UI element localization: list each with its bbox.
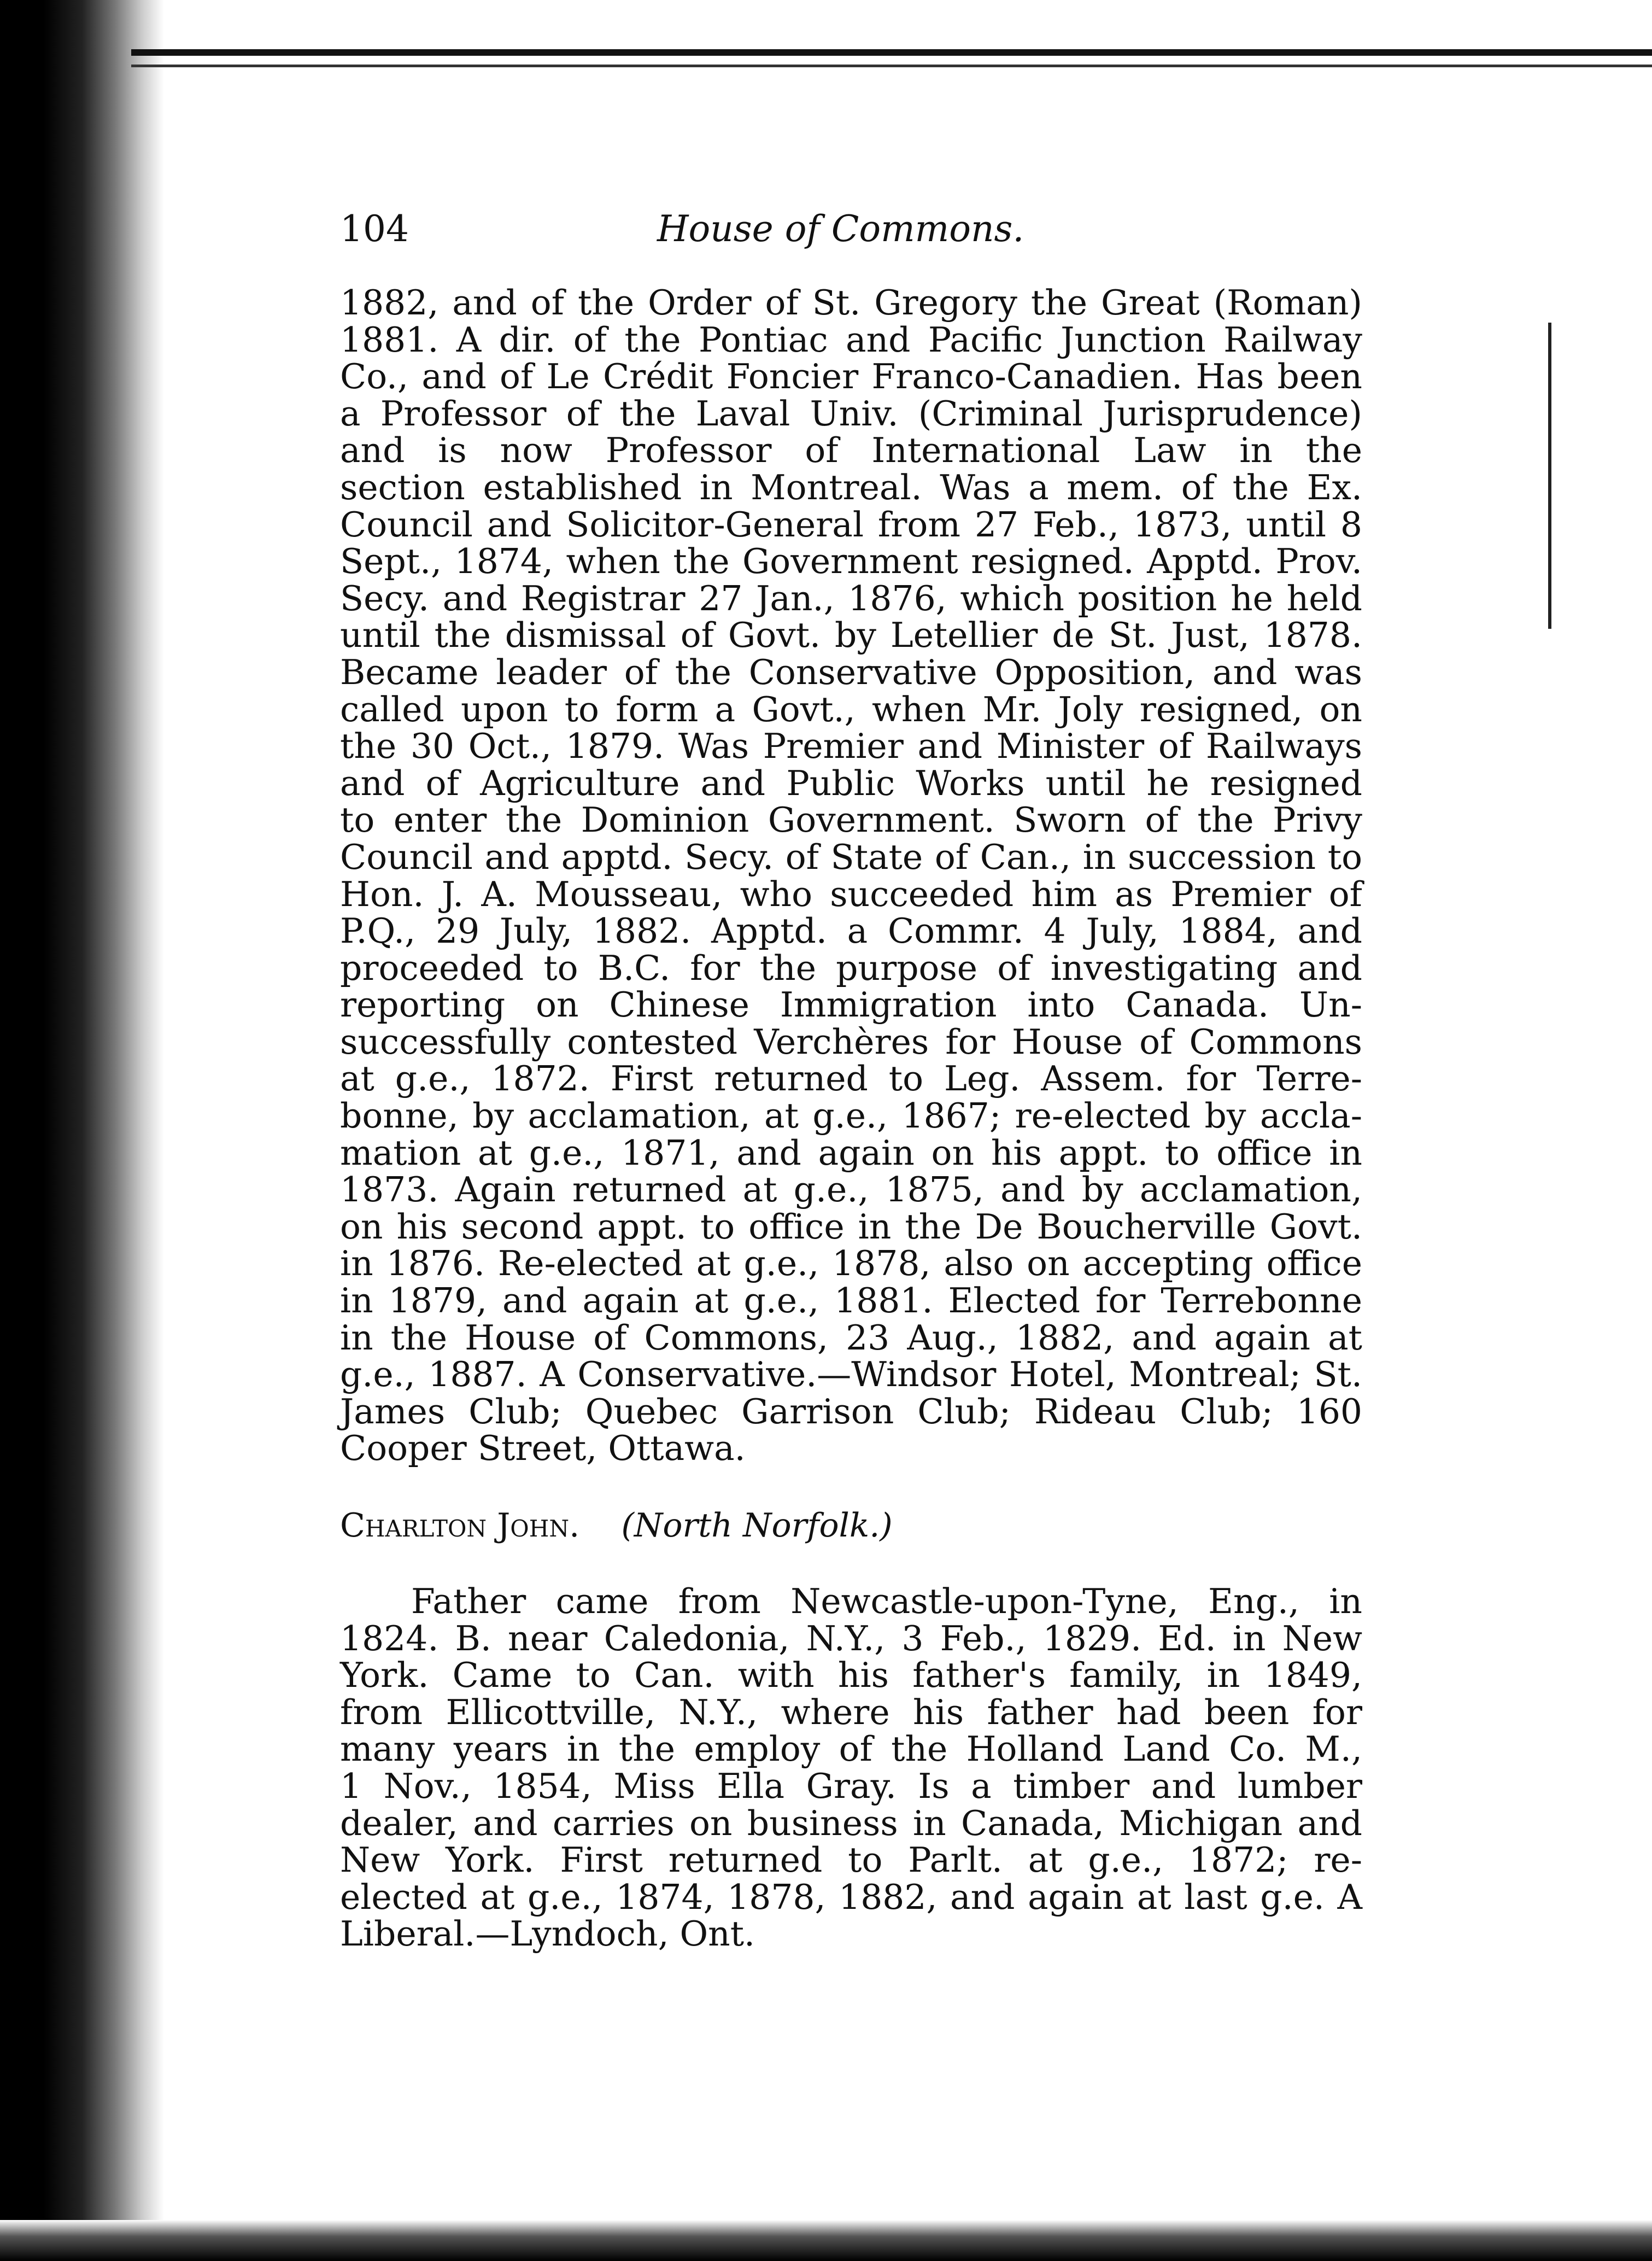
- text-line: P.Q., 29 July, 1882. Apptd. a Commr. 4 July, 1884, and: [340, 911, 1362, 951]
- text-line: Liberal.—Lyndoch, Ont.: [340, 1914, 755, 1954]
- text-line: 1882, and of the Order of St. Gregory the Great (Roman): [340, 283, 1362, 323]
- text-line: at g.e., 1872. First returned to Leg. Assem. for Terre-: [340, 1059, 1362, 1099]
- text-line: Became leader of the Conservative Opposition, and was: [340, 652, 1362, 692]
- member-name: Charlton John.: [340, 1506, 580, 1545]
- entry-biography: [340, 1583, 1362, 1953]
- text-line: Sept., 1874, when the Government resigned. Apptd. Prov.: [340, 541, 1362, 582]
- scan-top-rule: [131, 49, 1652, 56]
- scan-right-bar: [1548, 323, 1551, 629]
- text-line: Hon. J. A. Mousseau, who succeeded him as Premier of: [340, 874, 1362, 914]
- text-line: a Professor of the Laval Univ. (Criminal Jurisprudence): [340, 393, 1362, 434]
- text-line: Council and Solicitor-General from 27 Feb., 1873, until 8: [340, 504, 1362, 545]
- text-line: York. Came to Can. with his father's family, in 1849,: [340, 1655, 1362, 1696]
- text-line: 1873. Again returned at g.e., 1875, and by acclamation,: [340, 1170, 1362, 1210]
- scan-top-rule-secondary: [131, 65, 1652, 67]
- text-line: in the House of Commons, 23 Aug., 1882, and again at: [340, 1317, 1362, 1358]
- scan-bottom-shadow: [0, 2220, 1652, 2261]
- text-line: elected at g.e., 1874, 1878, 1882, and again at last g.e. A: [340, 1877, 1362, 1917]
- text-line: in 1879, and again at g.e., 1881. Elected for Terrebonne: [340, 1281, 1362, 1321]
- text-line: and is now Professor of International Law in the: [340, 430, 1362, 471]
- text-line: Council and apptd. Secy. of State of Can., in succession to: [340, 837, 1362, 877]
- text-line: Cooper Street, Ottawa.: [340, 1428, 746, 1469]
- scan-left-shadow: [0, 0, 164, 2261]
- text-line: James Club; Quebec Garrison Club; Rideau Club; 160: [340, 1391, 1362, 1432]
- text-line: section established in Montreal. Was a mem. of the Ex.: [340, 467, 1362, 507]
- page-header: [340, 208, 1340, 252]
- entry-continued: [340, 284, 1362, 1467]
- text-line: successfully contested Verchères for House of Commons: [340, 1021, 1362, 1062]
- text-line: called upon to form a Govt., when Mr. Joly resigned, on: [340, 689, 1362, 729]
- running-head: House of Commons.: [657, 208, 1024, 250]
- entry-heading: [340, 1506, 893, 1545]
- text-line: in 1876. Re-elected at g.e., 1878, also on accepting office: [340, 1243, 1362, 1284]
- text-line: on his second appt. to office in the De Boucherville Govt.: [340, 1206, 1362, 1247]
- text-line: 1 Nov., 1854, Miss Ella Gray. Is a timber and lumber: [340, 1766, 1362, 1806]
- text-line: dealer, and carries on business in Canada, Michigan and: [340, 1803, 1362, 1843]
- text-line: from Ellicottville, N.Y., where his father had been for: [340, 1692, 1362, 1732]
- text-line: Secy. and Registrar 27 Jan., 1876, which position he held: [340, 578, 1362, 618]
- text-line: mation at g.e., 1871, and again on his appt. to office in: [340, 1132, 1362, 1173]
- text-line: proceeded to B.C. for the purpose of investigating and: [340, 948, 1362, 988]
- text-line: the 30 Oct., 1879. Was Premier and Minister of Railways: [340, 726, 1362, 767]
- constituency: (North Norfolk.): [621, 1506, 893, 1545]
- text-line: until the dismissal of Govt. by Letellier de St. Just, 1878.: [340, 615, 1362, 656]
- text-line: New York. First returned to Parlt. at g.e., 1872; re-: [340, 1840, 1362, 1880]
- text-line: 1824. B. near Caledonia, N.Y., 3 Feb., 1829. Ed. in New: [340, 1618, 1362, 1658]
- text-line: to enter the Dominion Government. Sworn of the Privy: [340, 800, 1362, 840]
- text-line: Co., and of Le Crédit Foncier Franco-Canadien. Has been: [340, 357, 1362, 397]
- text-line: Father came from Newcastle-upon-Tyne, Eng., in: [411, 1581, 1362, 1621]
- text-line: g.e., 1887. A Conservative.—Windsor Hotel, Montreal; St.: [340, 1354, 1362, 1395]
- text-line: many years in the employ of the Holland Land Co. M.,: [340, 1729, 1362, 1769]
- text-line: bonne, by acclamation, at g.e., 1867; re-elected by accla-: [340, 1096, 1362, 1136]
- page-number: 104: [340, 208, 409, 250]
- text-line: and of Agriculture and Public Works until he resigned: [340, 763, 1362, 803]
- text-line: reporting on Chinese Immigration into Canada. Un-: [340, 985, 1362, 1025]
- text-line: 1881. A dir. of the Pontiac and Pacific Junction Railway: [340, 319, 1362, 360]
